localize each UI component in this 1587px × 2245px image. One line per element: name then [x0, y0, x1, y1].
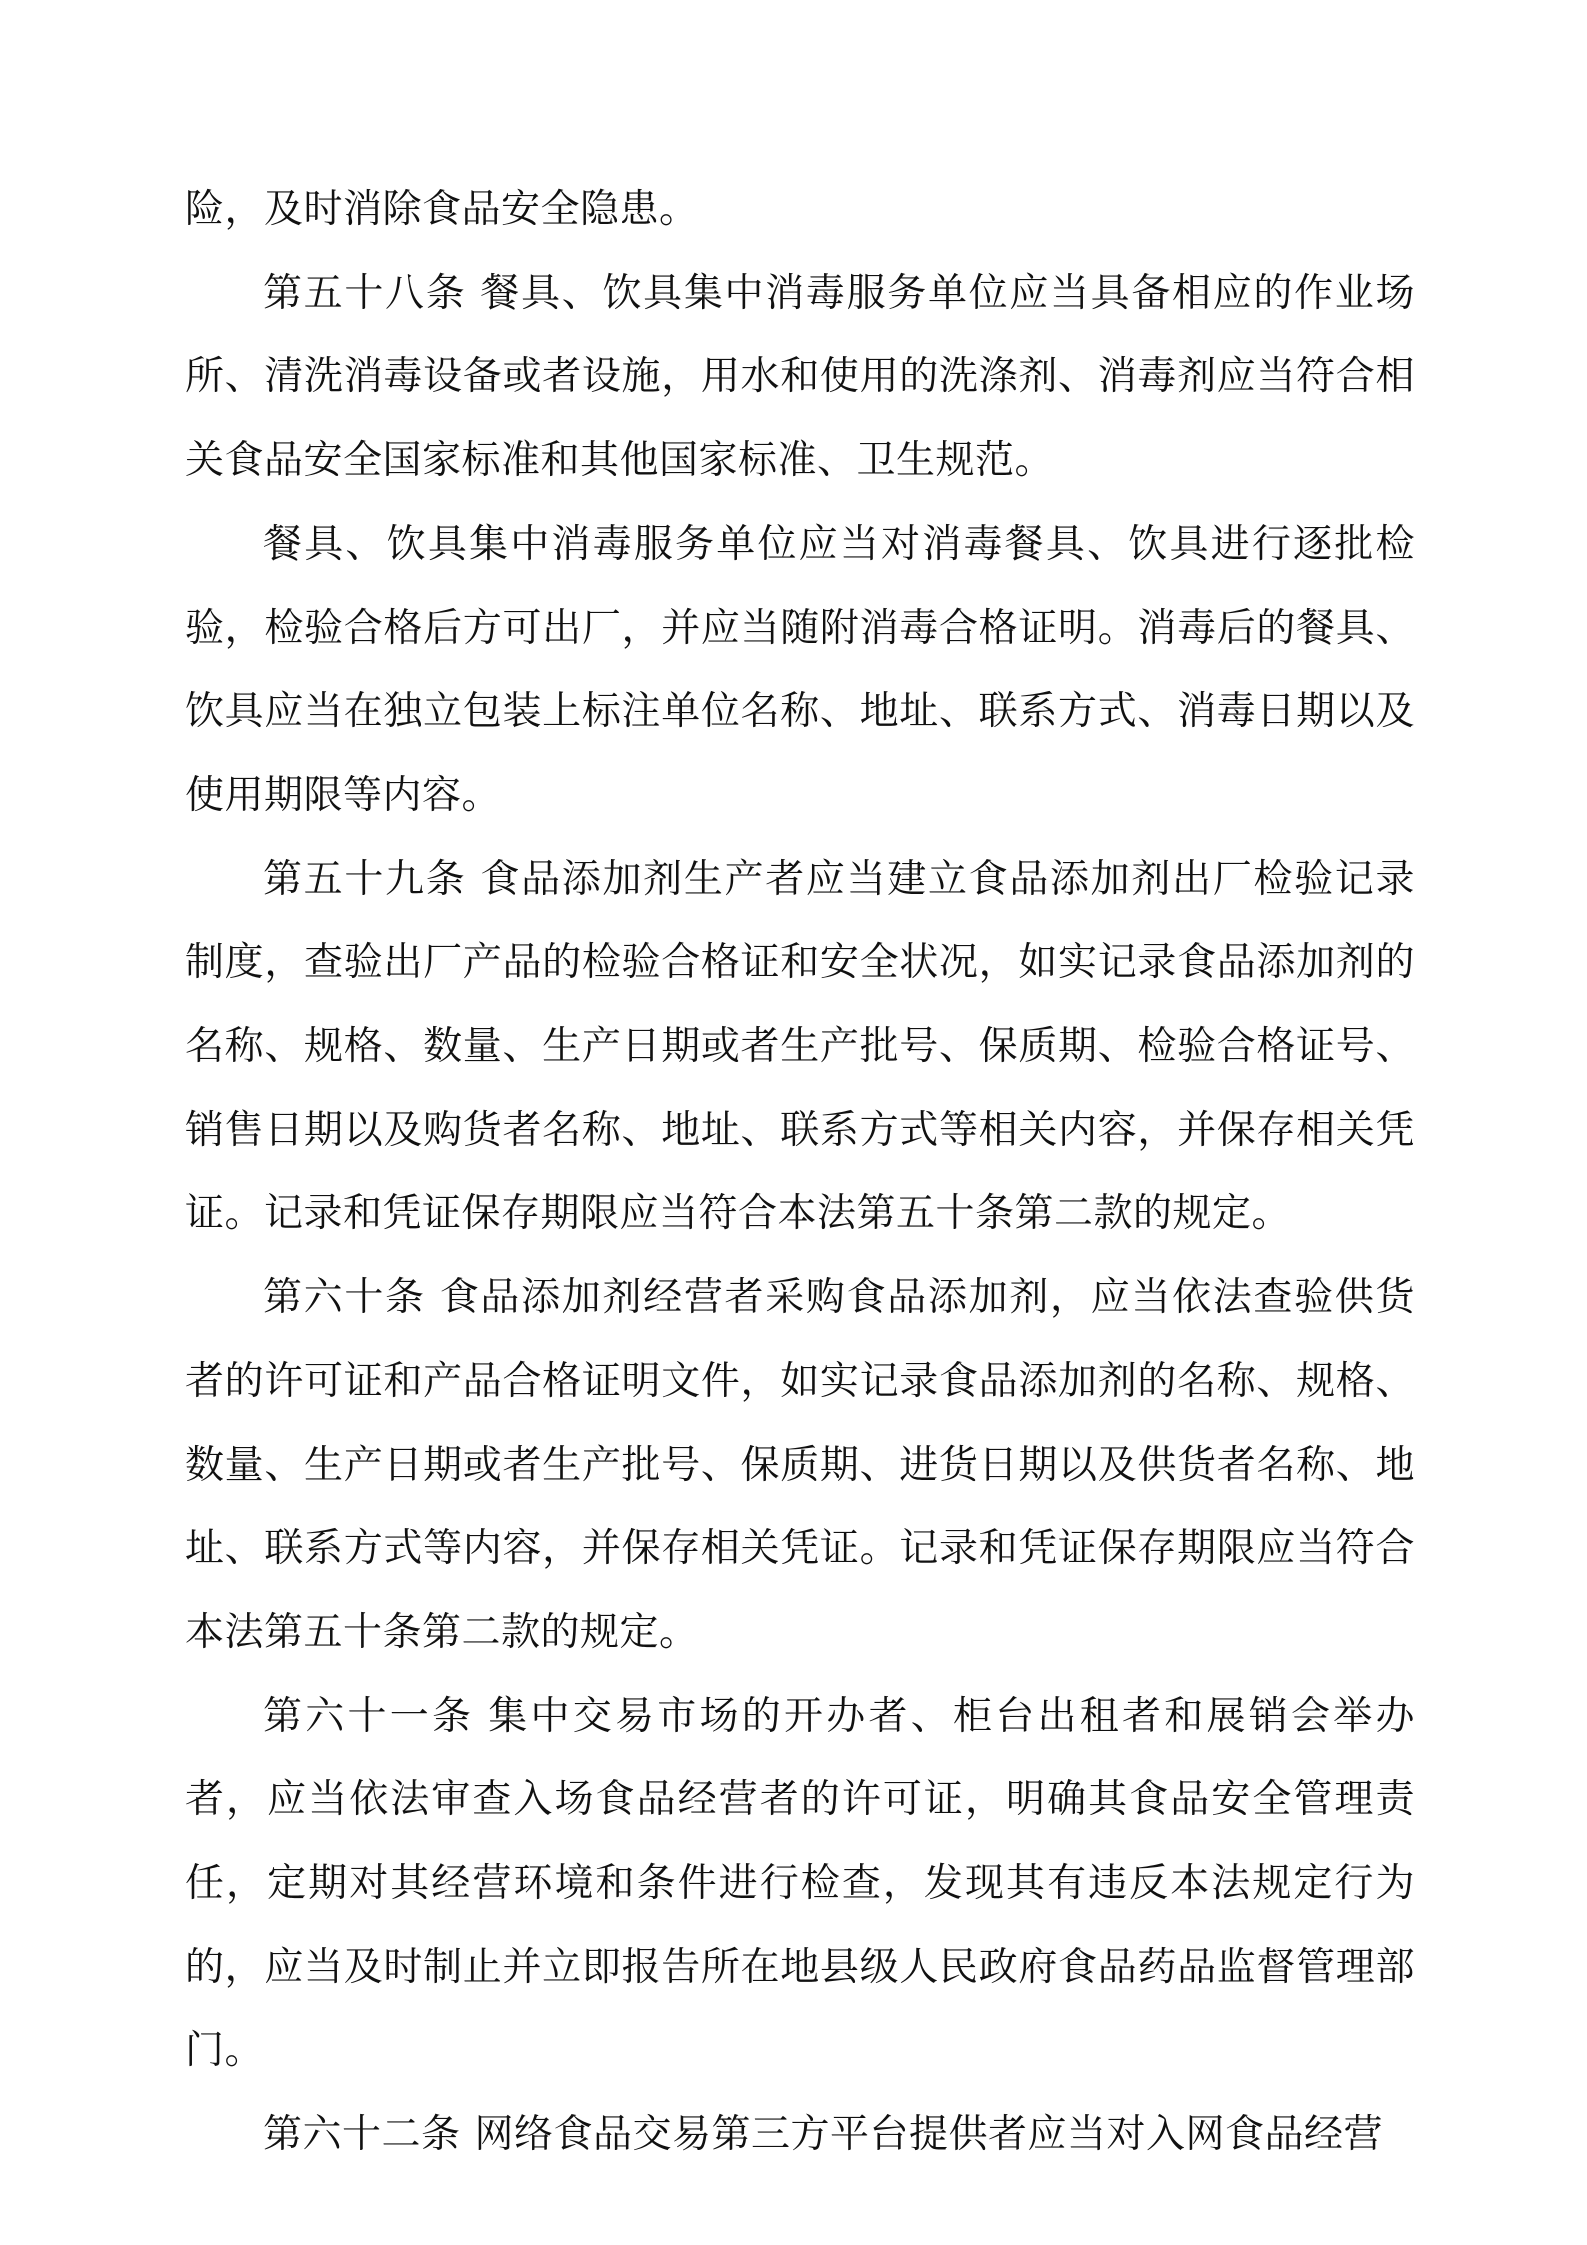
- paragraph-text: 餐具、饮具集中消毒服务单位应当具备相应的作业场所、清洗消毒设备或者设施，用水和使用的洗涤剂、消毒剂应当符合相关食品安全国家标准和其他国家标准、卫生规范。: [185, 270, 1415, 484]
- paragraph-text: 网络食品交易第三方平台提供者应当对入网食品经营: [474, 2112, 1384, 2158]
- article-58-clause-2: [185, 503, 1415, 838]
- article-61: [185, 1675, 1415, 2094]
- article-number: 第六十条: [263, 1275, 426, 1321]
- paragraph-text: 集中交易市场的开办者、柜台出租者和展销会举办者，应当依法审查入场食品经营者的许可证，明确其食品安全管理责任，定期对其经营环境和条件进行检查，发现其有违反本法规定行为的，应当及时制止并立即报告所在地县级人民政府食品药品监督管理部门。: [185, 1693, 1415, 2074]
- paragraph-continuation: [185, 168, 1415, 252]
- article-number: 第六十一条: [263, 1693, 475, 1739]
- article-58: [185, 252, 1415, 503]
- paragraph-text: 食品添加剂生产者应当建立食品添加剂出厂检验记录制度，查验出厂产品的检验合格证和安全状况，如实记录食品添加剂的名称、规格、数量、生产日期或者生产批号、保质期、检验合格证号、销售日期以及购货者名称、地址、联系方式等相关内容，并保存相关凭证。记录和凭证保存期限应当符合本法第五十条第二款的规定。: [185, 856, 1415, 1237]
- article-62: [185, 2093, 1415, 2177]
- article-number: 第五十八条: [263, 270, 467, 316]
- article-number: 第五十九条: [263, 856, 467, 902]
- article-60: [185, 1256, 1415, 1675]
- document-body: [185, 168, 1415, 2177]
- paragraph-text: 险，及时消除食品安全隐患。: [185, 187, 699, 232]
- paragraph-text: 食品添加剂经营者采购食品添加剂，应当依法查验供货者的许可证和产品合格证明文件，如实记录食品添加剂的名称、规格、数量、生产日期或者生产批号、保质期、进货日期以及供货者名称、地址、联系方式等内容，并保存相关凭证。记录和凭证保存期限应当符合本法第五十条第二款的规定。: [185, 1275, 1415, 1655]
- article-number: 第六十二条: [263, 2112, 461, 2158]
- article-59: [185, 838, 1415, 1257]
- paragraph-text: 餐具、饮具集中消毒服务单位应当对消毒餐具、饮具进行逐批检验，检验合格后方可出厂，并应当随附消毒合格证明。消毒后的餐具、饮具应当在独立包装上标注单位名称、地址、联系方式、消毒日期以及使用期限等内容。: [185, 521, 1415, 818]
